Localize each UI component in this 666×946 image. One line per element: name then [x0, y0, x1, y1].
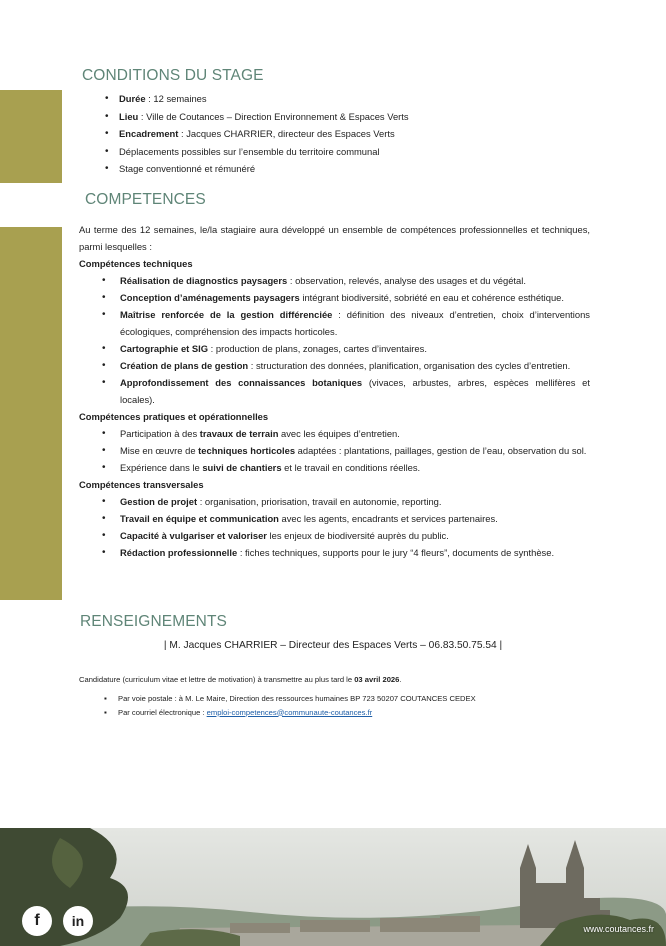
postal-item: ▪ Par voie postale : à M. Le Maire, Direction des ressources humaines BP 723 50207 COUTANCES CEDEX [104, 694, 476, 703]
coutances-landscape-photo [0, 828, 666, 946]
accent-bar-conditions [0, 90, 62, 183]
list-item: • Capacité à vulgariser et valoriser les enjeux de biodiversité auprès du public. [79, 527, 590, 544]
competences-title: COMPETENCES [85, 191, 206, 208]
condition-encadrement: • Encadrement : Jacques CHARRIER, directeur des Espaces Verts [105, 128, 395, 140]
pratiques-heading: Compétences pratiques et opérationnelles [79, 411, 269, 422]
bullet-icon: • [102, 428, 106, 439]
bullet-icon: • [102, 496, 106, 507]
facebook-icon[interactable]: f [22, 906, 52, 936]
candidature-text: Candidature (curriculum vitae et lettre de motivation) à transmettre au plus tard le 03 avril 2026. [79, 675, 402, 684]
accent-bar-competences [0, 227, 62, 600]
techniques-list [79, 272, 590, 408]
condition-deplacements: • Déplacements possibles sur l’ensemble du territoire communal [105, 145, 380, 157]
list-item: • Expérience dans le suivi de chantiers et le travail en conditions réelles. [79, 459, 590, 476]
bullet-icon: • [102, 377, 106, 388]
condition-stage: • Stage conventionné et rémunéré [105, 163, 256, 175]
bullet-icon: • [102, 360, 106, 371]
condition-lieu: • Lieu : Ville de Coutances – Direction Environnement & Espaces Verts [105, 110, 409, 122]
list-item: • Maîtrise renforcée de la gestion différenciée : définition des niveaux d’entretien, choix d’interventions écologiques, compréhension des impacts horticoles. [79, 306, 590, 340]
bullet-icon: • [105, 110, 109, 122]
bullet-icon: ▪ [104, 707, 107, 717]
bullet-icon: • [102, 309, 106, 320]
list-item: • Approfondissement des connaissances botaniques (vivaces, arbustes, arbres, espèces mellifères et locales). [79, 374, 590, 408]
bullet-icon: • [102, 513, 106, 524]
bullet-icon: • [105, 128, 109, 140]
bullet-icon: • [102, 343, 106, 354]
list-item: • Conception d’aménagements paysagers intégrant biodiversité, sobriété en eau et cohérence esthétique. [79, 289, 590, 306]
competences-intro: Au terme des 12 semaines, le/la stagiaire aura développé un ensemble de compétences professionnelles et techniques, parmi lesquelles : [79, 224, 590, 252]
linkedin-icon[interactable]: in [63, 906, 93, 936]
email-link[interactable]: emploi-competences@communaute-coutances.fr [206, 707, 373, 717]
bullet-icon: • [102, 445, 106, 456]
list-item: • Rédaction professionnelle : fiches techniques, supports pour le jury “4 fleurs”, documents de synthèse. [79, 544, 590, 561]
candidature-list [104, 693, 476, 720]
email-item: ▪ Par courriel électronique : emploi-competences@communaute-coutances.fr [104, 707, 373, 717]
list-item: • Mise en œuvre de techniques horticoles adaptées : plantations, paillages, gestion de l’eau, observation du sol. [79, 442, 590, 459]
bullet-icon: • [105, 163, 109, 175]
list-item: • Cartographie et SIG : production de plans, zonages, cartes d’inventaires. [79, 340, 590, 357]
renseignements-title: RENSEIGNEMENTS [80, 613, 227, 630]
bullet-icon: • [105, 145, 109, 157]
pratiques-list [79, 425, 590, 476]
list-item: • Participation à des travaux de terrain avec les équipes d’entretien. [79, 425, 590, 442]
website-url[interactable]: www.coutances.fr [583, 924, 654, 934]
bullet-icon: • [102, 292, 106, 303]
conditions-list [105, 92, 625, 180]
competences-block [79, 221, 590, 561]
transversales-heading: Compétences transversales [79, 479, 204, 490]
list-item: • Travail en équipe et communication avec les agents, encadrants et services partenaires. [79, 510, 590, 527]
condition-duree: • Durée : 12 semaines [105, 93, 207, 104]
bullet-icon: ▪ [104, 694, 107, 703]
conditions-title: CONDITIONS DU STAGE [82, 67, 264, 84]
bullet-icon: • [105, 93, 109, 104]
transversales-list [79, 493, 590, 561]
techniques-heading: Compétences techniques [79, 258, 193, 269]
bullet-icon: • [102, 547, 106, 558]
list-item: • Gestion de projet : organisation, priorisation, travail en autonomie, reporting. [79, 493, 590, 510]
bullet-icon: • [102, 462, 106, 473]
list-item: • Réalisation de diagnostics paysagers : observation, relevés, analyse des usages et du végétal. [79, 272, 590, 289]
list-item: • Création de plans de gestion : structuration des données, planification, organisation des cycles d’entretien. [79, 357, 590, 374]
contact-line: | M. Jacques CHARRIER – Directeur des Espaces Verts – 06.83.50.75.54 | [163, 640, 503, 651]
bullet-icon: • [102, 530, 106, 541]
bullet-icon: • [102, 275, 106, 286]
